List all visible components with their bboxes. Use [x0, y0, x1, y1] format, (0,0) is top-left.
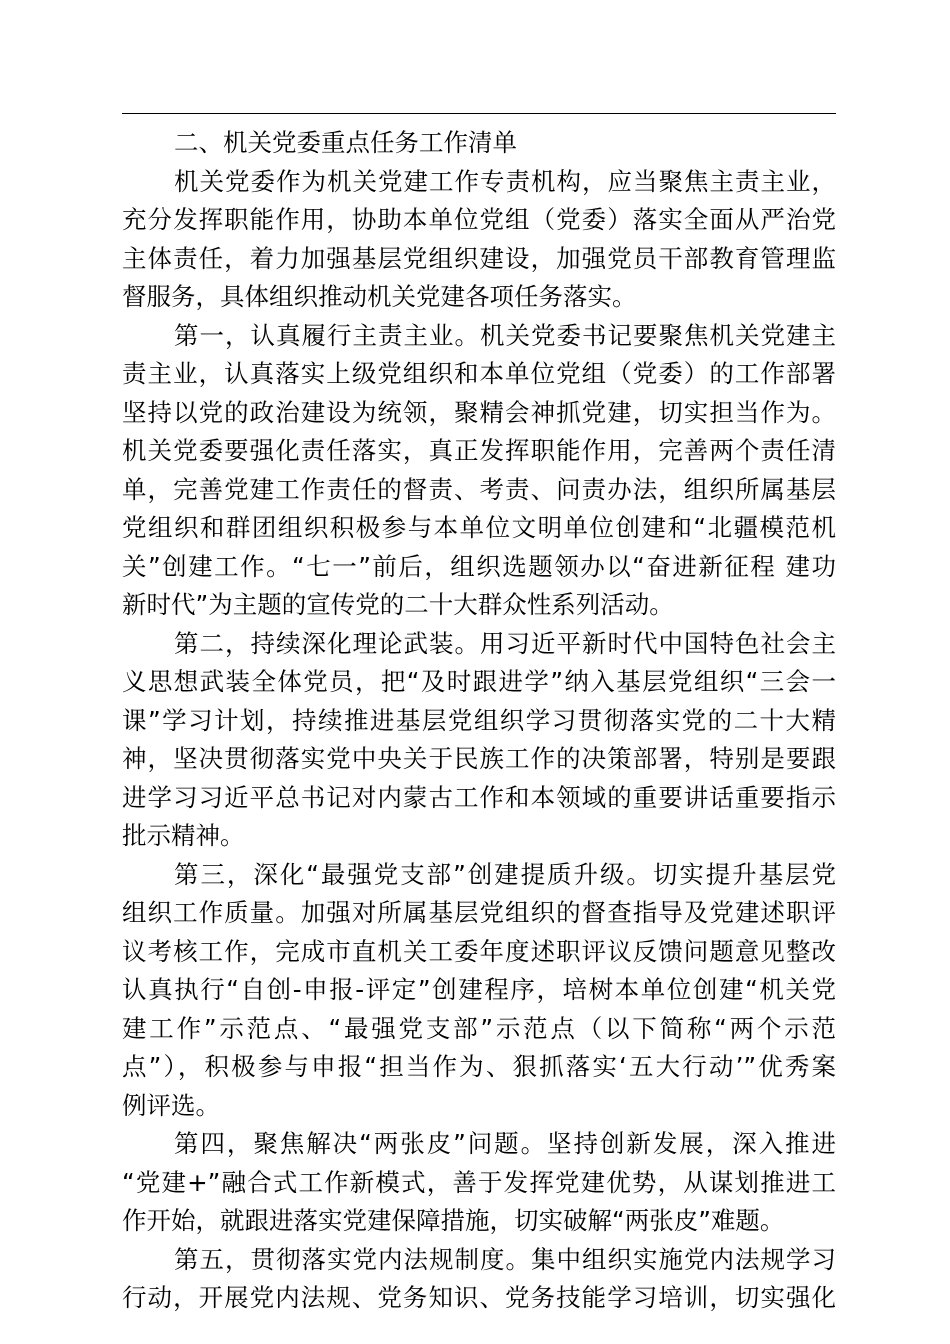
- text-line: 坚持以党的政治建设为统领，聚精会神抓党建，切实担当作为。: [122, 397, 836, 427]
- text-line: 神，坚决贯彻落实党中央关于民族工作的决策部署，特别是要跟: [122, 744, 836, 773]
- text-line: 点”），积极参与申报“担当作为、狠抓落实‘五大行动’”优秀案: [122, 1052, 836, 1081]
- text-line: 关”创建工作。“七一”前后，组织选题领办以“奋进新征程 建功: [122, 551, 836, 581]
- text-line: 义思想武装全体党员，把“及时跟进学”纳入基层党组织“三会一: [122, 667, 836, 696]
- text-line: 新时代”为主题的宣传党的二十大群众性系列活动。: [122, 590, 674, 619]
- text-line: 例评选。: [122, 1090, 220, 1120]
- text-line: 机关党委要强化责任落实，真正发挥职能作用，完善两个责任清: [122, 436, 836, 465]
- text-line: “党建+”融合式工作新模式，善于发挥党建优势，从谋划推进工: [122, 1167, 836, 1197]
- text-line: 第二，持续深化理论武装。用习近平新时代中国特色社会主: [174, 628, 836, 658]
- text-line: 单，完善党建工作责任的督责、考责、问责办法，组织所属基层: [122, 474, 836, 504]
- section-heading: 二、机关党委重点任务工作清单: [174, 128, 517, 157]
- text-line: 充分发挥职能作用，协助本单位党组（党委）落实全面从严治党: [122, 205, 836, 234]
- text-line: 行动，开展党内法规、党务知识、党务技能学习培训，切实强化: [122, 1283, 836, 1312]
- text-line: 党组织和群团组织积极参与本单位文明单位创建和“北疆模范机: [122, 513, 836, 542]
- document-body: [122, 124, 836, 1318]
- text-line: 批示精神。: [122, 821, 245, 850]
- text-line: 课”学习计划，持续推进基层党组织学习贯彻落实党的二十大精: [122, 705, 836, 735]
- text-line: 第一，认真履行主责主业。机关党委书记要聚焦机关党建主: [174, 320, 836, 350]
- header-rule: [122, 113, 836, 114]
- text-line: 机关党委作为机关党建工作专责机构，应当聚焦主责主业，: [174, 166, 836, 196]
- text-line: 主体责任，着力加强基层党组织建设，加强党员干部教育管理监: [122, 243, 836, 273]
- text-line: 组织工作质量。加强对所属基层党组织的督查指导及党建述职评: [122, 898, 836, 927]
- text-line: 第四，聚焦解决“两张皮”问题。坚持创新发展，深入推进: [174, 1129, 836, 1158]
- text-line: 第三，深化“最强党支部”创建提质升级。切实提升基层党: [174, 859, 836, 889]
- text-line: 督服务，具体组织推动机关党建各项任务落实。: [122, 282, 637, 311]
- text-line: 第五，贯彻落实党内法规制度。集中组织实施党内法规学习: [174, 1244, 836, 1274]
- text-line: 进学习习近平总书记对内蒙古工作和本领域的重要讲话重要指示: [122, 782, 836, 812]
- text-line: 作开始，就跟进落实党建保障措施，切实破解“两张皮”难题。: [122, 1206, 785, 1235]
- text-line: 议考核工作，完成市直机关工委年度述职评议反馈问题意见整改: [122, 936, 836, 966]
- text-line: 认真执行“自创-申报-评定”创建程序，培树本单位创建“机关党: [122, 975, 836, 1004]
- text-line: 建工作”示范点、“最强党支部”示范点（以下简称“两个示范: [122, 1013, 836, 1043]
- text-line: 责主业，认真落实上级党组织和本单位党组（党委）的工作部署: [122, 359, 836, 388]
